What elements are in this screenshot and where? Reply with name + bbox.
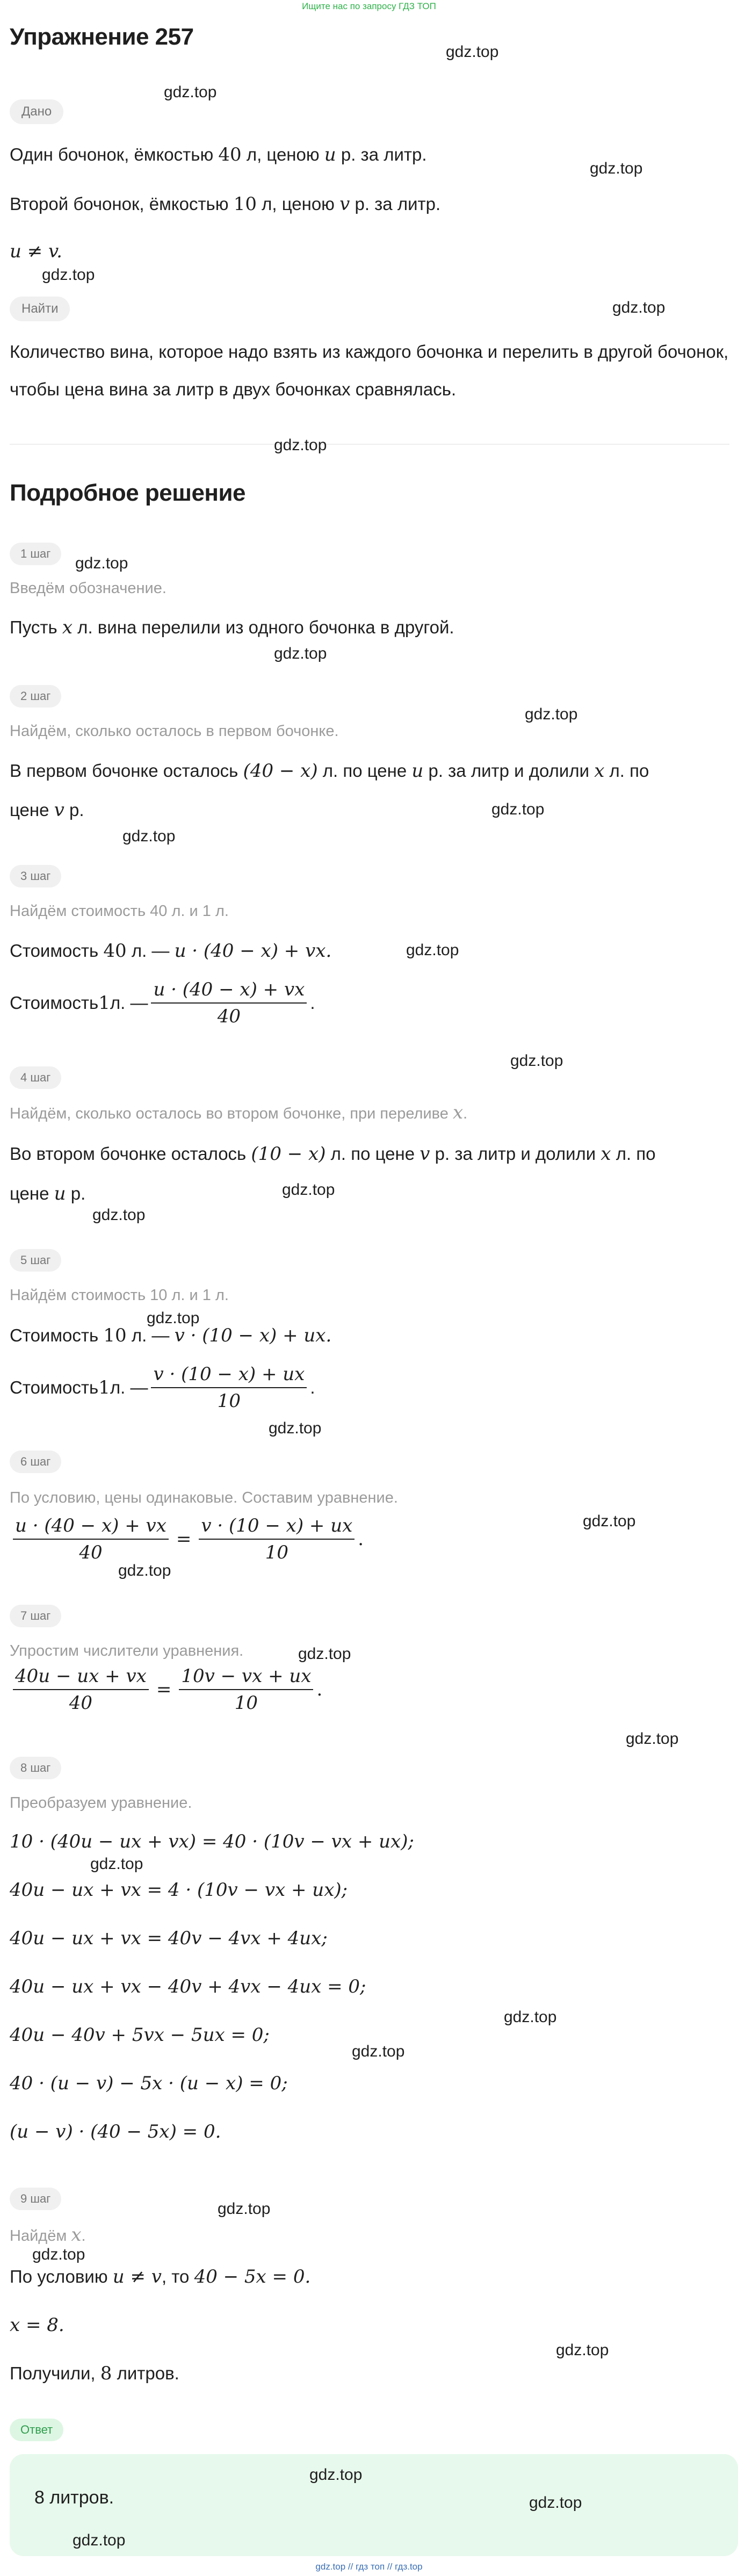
step-8-label: 8 шаг: [10, 1757, 61, 1779]
watermark: gdz.top: [274, 645, 327, 662]
watermark: gdz.top: [446, 43, 499, 61]
watermark: gdz.top: [274, 436, 327, 454]
given-label: Дано: [10, 99, 63, 124]
step-5-label: 5 шаг: [10, 1249, 61, 1272]
step-6-lhs: $\frac{u \cdot (40 - x) + vx}{40}$: [13, 1515, 169, 1563]
watermark: gdz.top: [525, 705, 578, 723]
watermark: gdz.top: [612, 299, 665, 316]
step-5-line-1: Стоимость 10 л. — v · (10 − x) + ux.: [10, 1325, 332, 1346]
watermark: gdz.top: [504, 2008, 557, 2026]
step-9-line-2: x = 8.: [10, 2314, 64, 2336]
step-7-equation: $\frac{40u - ux + vx}{40}$ = $\frac{10v - vx + ux}{10}$ .: [10, 1665, 322, 1714]
step-3-line-1: Стоимость 40 л. — u · (40 − x) + vx.: [10, 940, 332, 962]
step-4-text: Во втором бочонке осталось (10 − x) л. по цене v р. за литр и долили x л. по: [10, 1143, 656, 1165]
step-8-line: 40u − 40v + 5vx − 5ux = 0;: [10, 2024, 270, 2046]
find-text: Количество вина, которое надо взять из каждого бочонка и перелить в другой бочонок, чтобы цена вина за литр в двух бочонках сравнялась.: [10, 342, 729, 399]
watermark: gdz.top: [352, 2043, 405, 2060]
step-4-hint: Найдём, сколько осталось во втором бочонке, при переливе x.: [10, 1102, 468, 1123]
step-4-text-2: цене u р.: [10, 1183, 86, 1204]
watermark: gdz.top: [583, 1512, 636, 1530]
step-1-label: 1 шаг: [10, 543, 61, 565]
watermark: gdz.top: [626, 1730, 679, 1748]
step-8-line: (u − v) · (40 − 5x) = 0.: [10, 2121, 221, 2142]
step-9-line-1: По условию u ≠ v, то 40 − 5x = 0.: [10, 2266, 311, 2288]
step-5-hint: Найдём стоимость 10 л. и 1 л.: [10, 1287, 229, 1304]
step-2-hint: Найдём, сколько осталось в первом бочонке.: [10, 723, 339, 740]
watermark: gdz.top: [556, 2341, 609, 2359]
step-8-line: 40u − ux + vx = 4 · (10v − vx + ux);: [10, 1879, 348, 1901]
step-3-line-2: Стоимость 1 л. — $\frac{u \cdot (40 - x) + vx}{40}$ .: [10, 979, 315, 1027]
watermark: gdz.top: [529, 2494, 582, 2512]
step-7-hint: Упростим числители уравнения.: [10, 1642, 244, 1659]
watermark: gdz.top: [92, 1206, 146, 1224]
top-banner[interactable]: Ищите нас по запросу ГДЗ ТОП: [302, 1, 436, 11]
given-line-3: u ≠ v.: [10, 241, 62, 262]
step-8-hint: Преобразуем уравнение.: [10, 1794, 192, 1812]
given-line-2: Второй бочонок, ёмкостью 10 л, ценою v р. за литр.: [10, 193, 441, 215]
divider: [10, 444, 729, 445]
step-6-equation: $\frac{u \cdot (40 - x) + vx}{40}$ = $\frac{v \cdot (10 - x) + ux}{10}$ .: [10, 1515, 364, 1563]
watermark: gdz.top: [309, 2466, 363, 2484]
watermark: gdz.top: [32, 2246, 85, 2263]
step-2-label: 2 шаг: [10, 685, 61, 708]
watermark: gdz.top: [218, 2200, 271, 2218]
step-2-text-2: цене v р.: [10, 799, 84, 821]
answer-text: 8 литров.: [34, 2487, 114, 2508]
footer-links[interactable]: gdz.top // гдз топ // гдз.top: [315, 2561, 423, 2572]
find-label: Найти: [10, 297, 70, 321]
given-line-1: Один бочонок, ёмкостью 40 л, ценою u р. за литр.: [10, 144, 427, 165]
step-6-hint: По условию, цены одинаковые. Составим уравнение.: [10, 1489, 398, 1506]
step-9-hint: Найдём x.: [10, 2224, 86, 2246]
step-2-text: В первом бочонке осталось (40 − x) л. по цене u р. за литр и долили x л. по: [10, 760, 649, 782]
step-7-label: 7 шаг: [10, 1605, 61, 1627]
step-6-label: 6 шаг: [10, 1451, 61, 1473]
watermark: gdz.top: [510, 1052, 563, 1070]
step-7-lhs: $\frac{40u - ux + vx}{40}$: [13, 1665, 149, 1714]
step-8-line: 40u − ux + vx − 40v + 4vx − 4ux = 0;: [10, 1976, 366, 1997]
step-7-rhs: $\frac{10v - vx + ux}{10}$: [179, 1665, 313, 1714]
step-3-fraction: $\frac{u \cdot (40 - x) + vx}{40}$: [151, 979, 307, 1027]
watermark: gdz.top: [269, 1419, 322, 1437]
watermark: gdz.top: [122, 827, 176, 845]
watermark: gdz.top: [42, 266, 95, 284]
watermark: gdz.top: [590, 160, 643, 177]
watermark: gdz.top: [282, 1181, 335, 1199]
watermark: gdz.top: [164, 83, 217, 101]
watermark: gdz.top: [73, 2531, 126, 2549]
step-8-line: 10 · (40u − ux + vx) = 40 · (10v − vx + ux);: [10, 1831, 414, 1852]
watermark: gdz.top: [75, 554, 128, 572]
answer-label: Ответ: [10, 2419, 63, 2441]
step-4-label: 4 шаг: [10, 1066, 61, 1089]
step-5-fraction: $\frac{v \cdot (10 - x) + ux}{10}$: [151, 1363, 307, 1412]
step-6-rhs: $\frac{v \cdot (10 - x) + ux}{10}$: [199, 1515, 354, 1563]
step-3-hint: Найдём стоимость 40 л. и 1 л.: [10, 903, 229, 920]
watermark: gdz.top: [90, 1855, 143, 1873]
watermark: gdz.top: [491, 800, 545, 818]
page-title: Упражнение 257: [10, 24, 194, 50]
step-9-line-3: Получили, 8 литров.: [10, 2363, 179, 2384]
watermark: gdz.top: [298, 1645, 351, 1663]
watermark: gdz.top: [147, 1309, 200, 1327]
step-5-line-2: Стоимость 1 л. — $\frac{v \cdot (10 - x) + ux}{10}$ .: [10, 1363, 315, 1412]
step-1-hint: Введём обозначение.: [10, 580, 167, 597]
step-1-text: Пусть x л. вина перелили из одного бочонка в другой.: [10, 617, 454, 638]
step-9-label: 9 шаг: [10, 2188, 61, 2210]
solution-title: Подробное решение: [10, 480, 246, 506]
watermark: gdz.top: [118, 1562, 171, 1579]
step-3-label: 3 шаг: [10, 865, 61, 887]
step-8-line: 40u − ux + vx = 40v − 4vx + 4ux;: [10, 1928, 328, 1949]
step-8-line: 40 · (u − v) − 5x · (u − x) = 0;: [10, 2073, 288, 2094]
watermark: gdz.top: [406, 941, 459, 959]
